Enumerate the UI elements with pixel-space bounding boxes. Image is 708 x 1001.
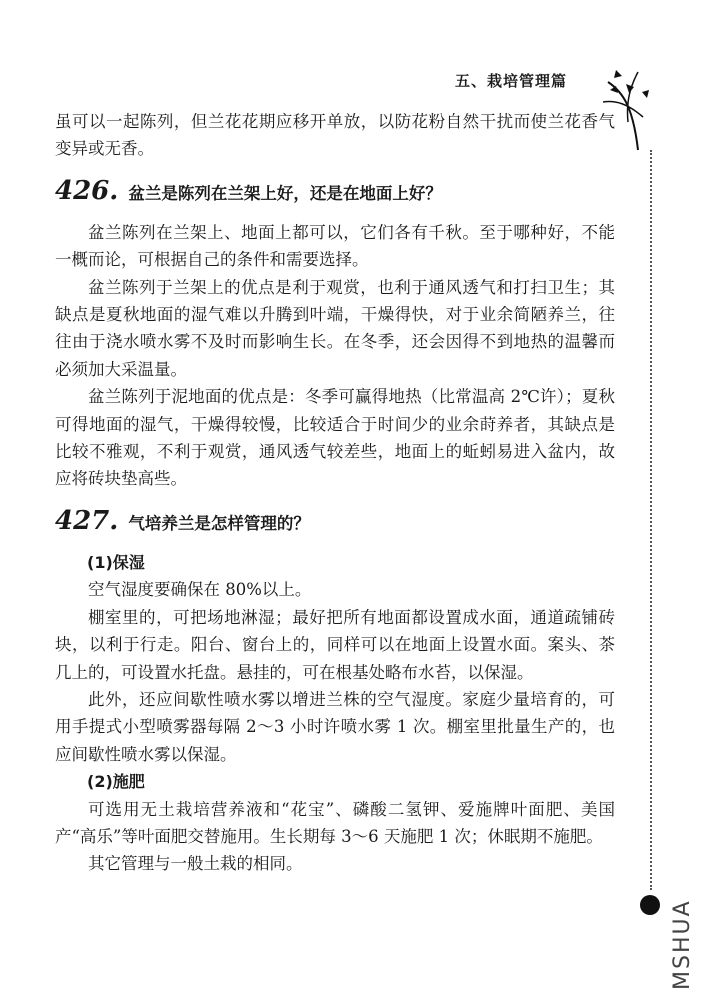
- intro-paragraph: 虽可以一起陈列，但兰花花期应移开单放，以防花粉自然干扰而使兰花香气变异或无香。: [55, 112, 615, 159]
- body-paragraph: 空气湿度要确保在 80%以上。: [88, 580, 312, 600]
- margin-dotted-rule: [650, 150, 652, 890]
- question-title: 气培养兰是怎样管理的？: [128, 513, 310, 533]
- question-427-heading: [55, 506, 615, 536]
- subsection-heading: (1)保湿: [87, 552, 145, 572]
- body-paragraph: 盆兰陈列于兰架上的优点是利于观赏，也利于通风透气和打扫卫生；其缺点是夏秋地面的湿气难以升腾到叶端，干燥得快，对于业余简陋养兰，往往由于浇水喷水雾不及时而影响生长。在冬季，还会因得不到地热的温馨而必须加大采温量。: [55, 277, 615, 379]
- question-number: 427.: [55, 505, 119, 536]
- section-header-label: 五、栽培管理篇: [455, 72, 568, 90]
- subsection-heading: (2)施肥: [87, 772, 145, 792]
- body-paragraph: 可选用无土栽培营养液和“花宝”、磷酸二氢钾、爱施牌叶面肥、美国产“高乐”等叶面肥交替施用。生长期每 3～6 天施肥 1 次；休眠期不施肥。: [55, 799, 615, 846]
- body-paragraph: 其它管理与一般土栽的相同。: [88, 854, 303, 874]
- question-number: 426.: [55, 175, 119, 206]
- page-content: [55, 108, 615, 878]
- question-426-heading: [55, 176, 615, 206]
- watermark-text: MSHUA: [670, 899, 695, 990]
- body-paragraph: 此外，还应间歇性喷水雾以增进兰株的空气湿度。家庭少量培育的，可用手提式小型喷雾器每隔 2～3 小时许喷水雾 1 次。棚室里批量生产的，也应间歇性喷水雾以保湿。: [55, 689, 615, 764]
- body-paragraph: 盆兰陈列在兰架上、地面上都可以，它们各有千秋。至于哪种好，不能一概而论，可根据自己的条件和需要选择。: [55, 222, 615, 270]
- body-paragraph: 盆兰陈列于泥地面的优点是：冬季可赢得地热（比常温高 2℃许）；夏秋可得地面的湿气，干燥得较慢，比较适合于时间少的业余莳养者，其缺点是比较不雅观，不利于观赏，通风透气较差些，地面上的蚯蚓易进入盆内，故应将砖块垫高些。: [55, 387, 615, 489]
- page-marker-dot: [640, 895, 660, 915]
- question-title: 盆兰是陈列在兰架上好，还是在地面上好？: [128, 183, 442, 203]
- body-paragraph: 棚室里的，可把场地淋湿；最好把所有地面都设置成水面，通道疏铺砖块，以利于行走。阳台、窗台上的，同样可以在地面上设置水面。案头、茶几上的，可设置水托盘。悬挂的，可在根基处略布水苔，以保湿。: [55, 607, 615, 682]
